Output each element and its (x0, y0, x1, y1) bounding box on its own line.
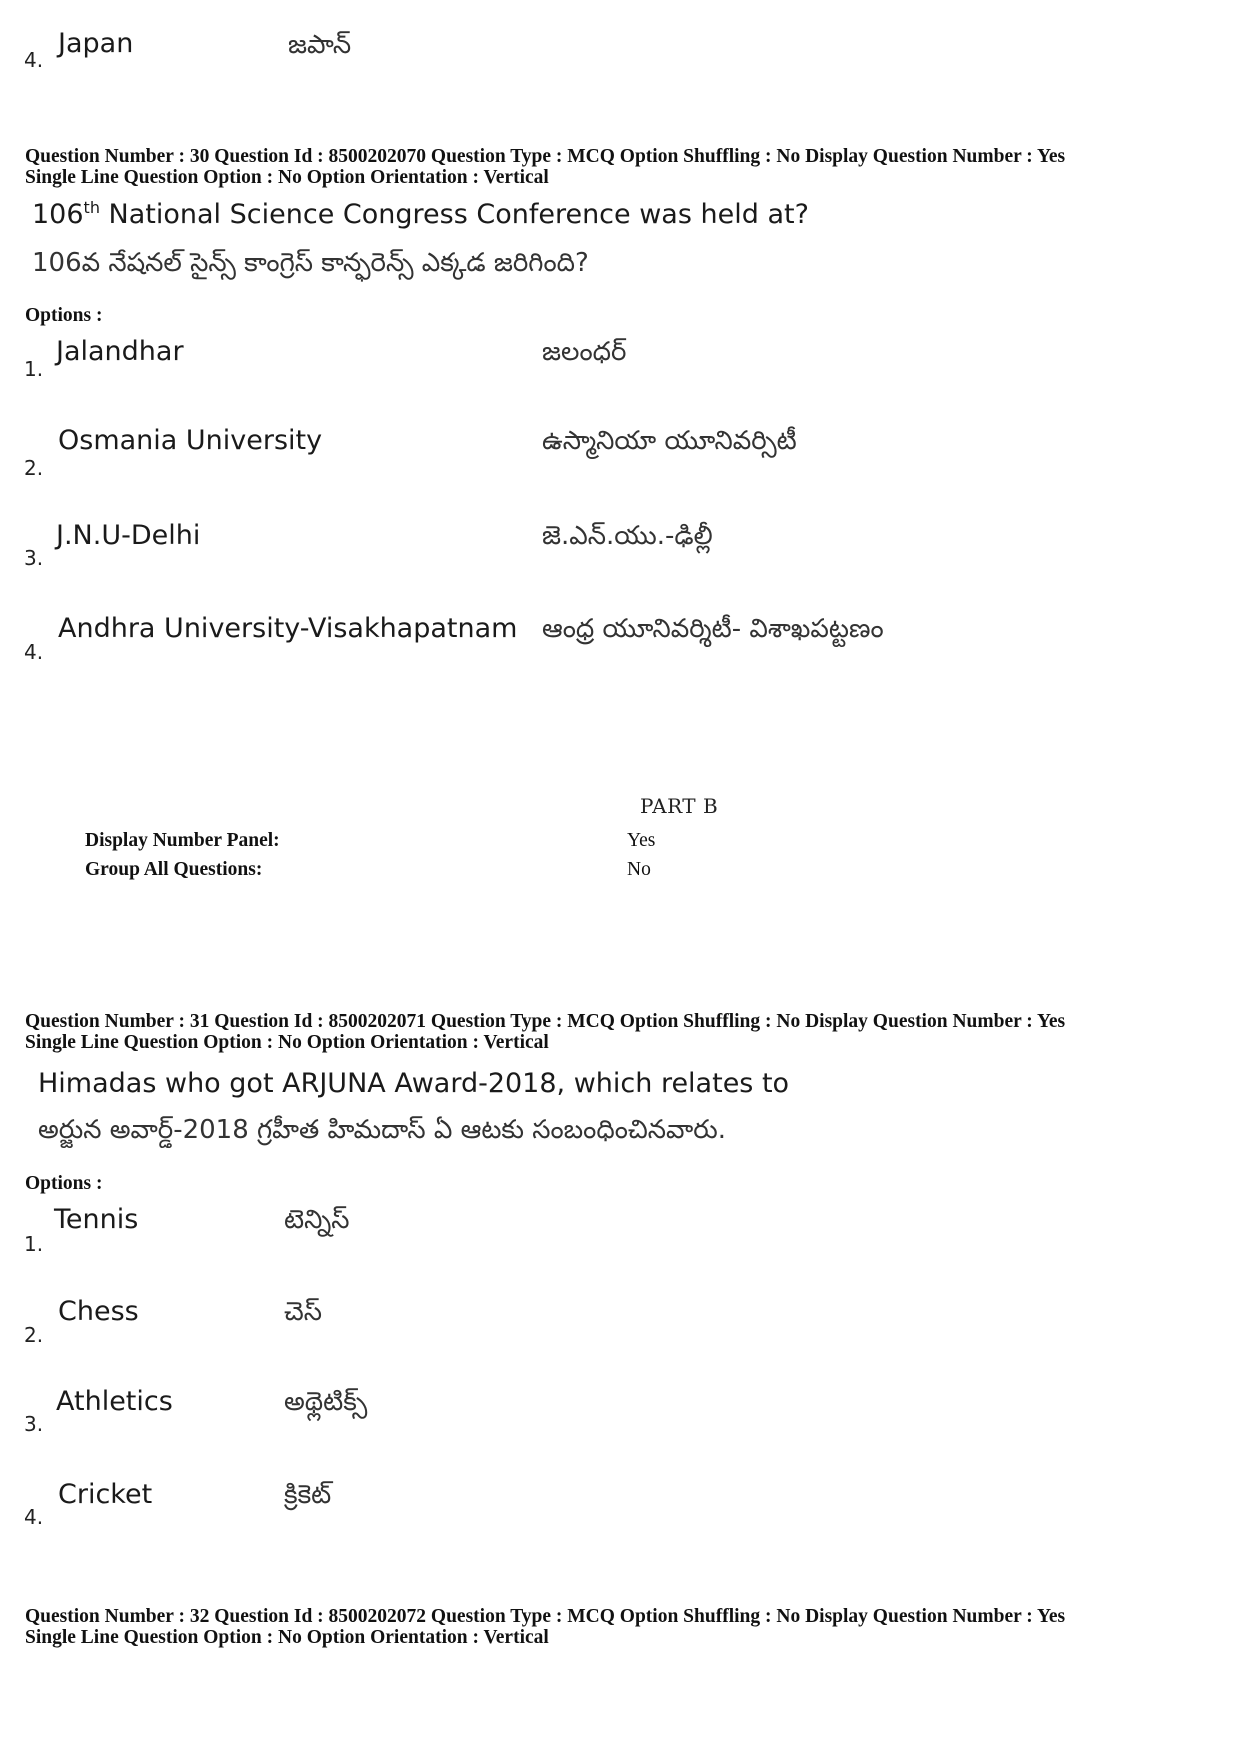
options-label: Options : (25, 305, 103, 326)
question-text-en: Himadas who got ARJUNA Award-2018, which relates to (38, 1068, 790, 1099)
option-number: 2. (24, 1323, 44, 1347)
panel-value: No (627, 859, 651, 880)
option-text-en: Osmania University (58, 425, 323, 456)
option-text-te: క్రికెట్ (284, 1480, 332, 1510)
question-meta-line1: Question Number : 31 Question Id : 8500202071 Question Type : MCQ Option Shuffling : No Display Question Number : Yes (25, 1011, 1066, 1032)
option-text-en: J.N.U-Delhi (56, 520, 201, 551)
option-text-en: Japan (58, 28, 134, 59)
option-number: 4. (24, 48, 44, 72)
panel-label: Display Number Panel: (85, 830, 280, 851)
option-text-te: ఉస్మానియా యూనివర్సిటీ (542, 426, 797, 456)
option-number: 4. (24, 640, 44, 664)
options-label: Options : (25, 1173, 103, 1194)
question-meta-line2: Single Line Question Option : No Option Orientation : Vertical (25, 1032, 549, 1053)
option-text-te: చెస్ (284, 1297, 323, 1327)
part-title: PART B (640, 794, 719, 818)
question-text-en (32, 198, 809, 230)
option-text-te: జలంధర్ (542, 337, 627, 367)
ordinal-suffix: th (83, 198, 100, 217)
option-text-en: Tennis (54, 1204, 139, 1235)
option-number: 3. (24, 546, 44, 570)
option-text-en: Athletics (56, 1386, 173, 1417)
question-text-rest: National Science Congress Conference was held at? (99, 199, 809, 230)
question-number-prefix: 106 (32, 199, 84, 230)
option-number: 2. (24, 456, 44, 480)
question-meta-line2: Single Line Question Option : No Option Orientation : Vertical (25, 1627, 549, 1648)
option-text-te: అథ్లెటిక్స్ (284, 1387, 368, 1417)
panel-value: Yes (627, 830, 656, 851)
option-text-te: టెన్నిస్ (284, 1205, 350, 1235)
option-text-te: జె.ఎన్.యు.-ఢిల్లీ (542, 521, 713, 551)
option-number: 1. (24, 357, 44, 381)
question-meta-line1: Question Number : 32 Question Id : 8500202072 Question Type : MCQ Option Shuffling : No Display Question Number : Yes (25, 1606, 1066, 1627)
question-meta-line1: Question Number : 30 Question Id : 8500202070 Question Type : MCQ Option Shuffling : No Display Question Number : Yes (25, 146, 1066, 167)
option-text-en: Andhra University-Visakhapatnam (58, 613, 518, 644)
option-number: 1. (24, 1232, 44, 1256)
option-text-en: Chess (58, 1296, 139, 1327)
option-number: 3. (24, 1412, 44, 1436)
question-text-te: అర్జున అవార్డ్-2018 గ్రహీత హిమదాస్ ఏ ఆటకు సంబంధించినవారు. (38, 1115, 726, 1145)
question-meta-line2: Single Line Question Option : No Option Orientation : Vertical (25, 167, 549, 188)
question-text-te: 106వ నేషనల్ సైన్స్ కాంగ్రెస్ కాన్ఫరెన్స్ ఎక్కడ జరిగింది? (32, 248, 589, 278)
option-text-te: జపాన్ (288, 30, 352, 60)
option-number: 4. (24, 1505, 44, 1529)
option-text-en: Cricket (58, 1479, 153, 1510)
option-text-te: ఆంధ్ర యూనివర్శిటీ- విశాఖపట్టణం (542, 614, 884, 644)
option-text-en: Jalandhar (56, 336, 184, 367)
panel-label: Group All Questions: (85, 859, 263, 880)
